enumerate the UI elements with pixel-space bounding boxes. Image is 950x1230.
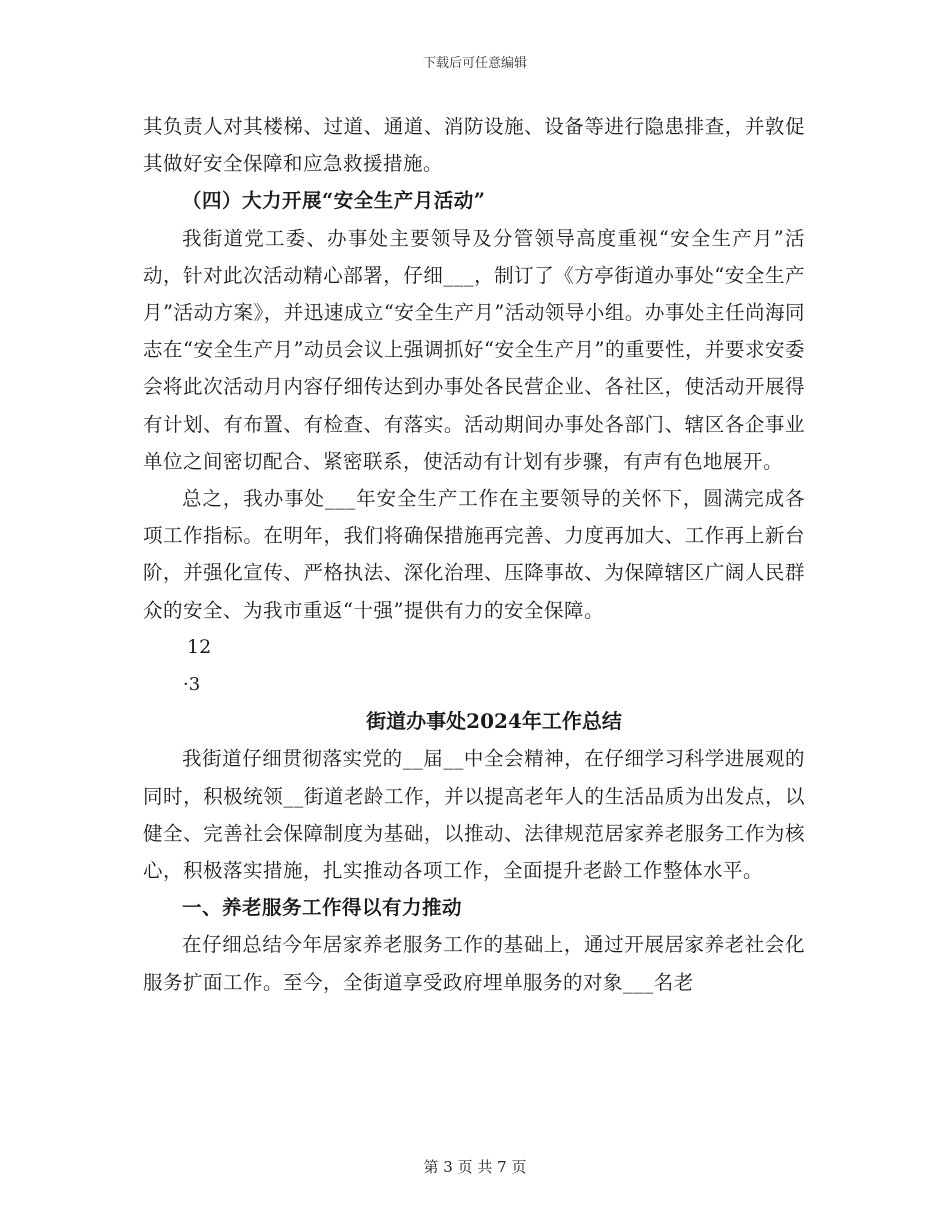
paragraph-summary: 总之，我办事处___年安全生产工作在主要领导的关怀下，圆满完成各项工作指标。在明年，我们将确保措施再完善、力度再加大、工作再上新台阶，并强化宣传、严格执法、深化治理、压降事故、为保障辖区广阔人民群众的安全、为我市重返“十强”提供有力的安全保障。 bbox=[143, 487, 805, 622]
document-body bbox=[143, 108, 805, 1001]
bullet-fragment: ·3 bbox=[183, 674, 201, 696]
page-number-fragment: 12 bbox=[187, 635, 212, 658]
section-heading-4: （四）大力开展“安全生产月活动” bbox=[182, 189, 486, 213]
paragraph-intro: 我街道仔细贯彻落实党的__届__中全会精神，在仔细学习科学进展观的同时，积极统领__街道老龄工作，并以提高老年人的生活品质为出发点，以健全、完善社会保障制度为基础，以推动、法律规范居家养老服务工作为核心，积极落实措施，扎实推动各项工作，全面提升老龄工作整体水平。 bbox=[143, 747, 805, 883]
paragraph-safety-month: 我街道党工委、办事处主要领导及分管领导高度重视“安全生产月”活动，针对此次活动精心部署，仔细___，制订了《方亭街道办事处“安全生产月”活动方案》，并迅速成立“安全生产月”活动领导小组。办事处主任尚海同志在“安全生产月”动员会议上强调抓好“安全生产月”的重要性，并要求安委会将此次活动月内容仔细传达到办事处各民营企业、各社区，使活动开展得有计划、有布置、有检查、有落实。活动期间办事处各部门、辖区各企事业单位之间密切配合、紧密联系，使活动有计划有步骤，有声有色地展开。 bbox=[143, 226, 805, 473]
section-heading-1: 一、养老服务工作得以有力推动 bbox=[182, 896, 463, 920]
page-header: 下载后可任意编辑 bbox=[422, 56, 527, 71]
paragraph-elderly-service: 在仔细总结今年居家养老服务工作的基础上，通过开展居家养老社会化服务扩面工作。至今，全街道享受政府埋单服务的对象___名老 bbox=[143, 933, 805, 994]
paragraph-continuation: 其负责人对其楼梯、过道、通道、消防设施、设备等进行隐患排查，并敦促其做好安全保障和应急救援措施。 bbox=[143, 115, 805, 176]
page-footer: 第 3 页 共 7 页 bbox=[423, 1158, 527, 1176]
document-title: 街道办事处2024年工作总结 bbox=[366, 709, 622, 734]
